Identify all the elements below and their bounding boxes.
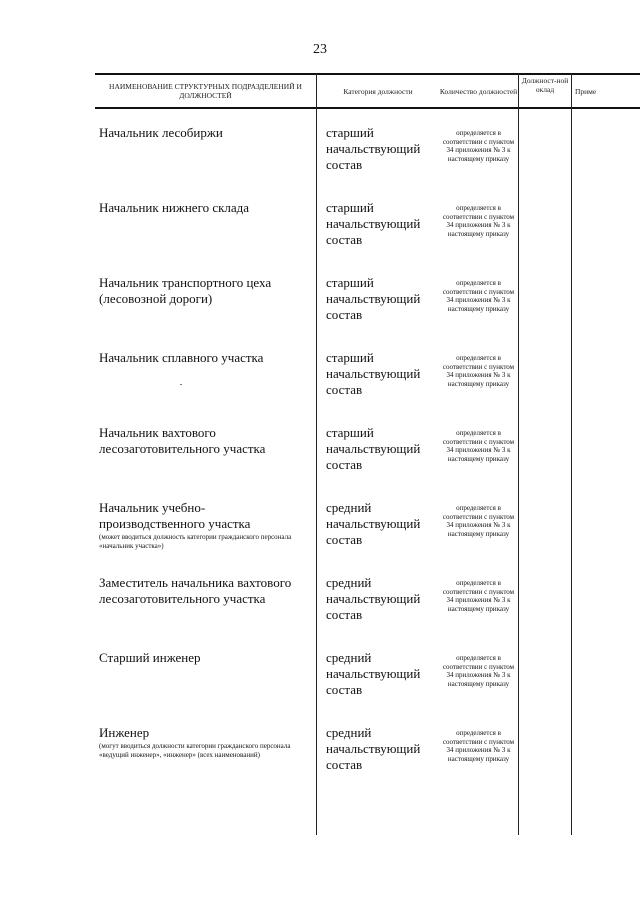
position-category: старший начальствующий состав: [326, 125, 421, 172]
table-row: [95, 350, 640, 425]
position-note: (могут вводиться должности категории гражданского персонала «ведущий инженер», «инженер» (всех наименований): [99, 742, 291, 759]
position-name: Начальник транспортного цеха (лесовозной дороги): [99, 275, 272, 306]
position-name: Начальник сплавного участка: [99, 350, 264, 365]
position-category: средний начальствующий состав: [326, 500, 421, 547]
position-quantity: определяется в соответствии с пунктом 34 приложения № 3 к настоящему приказу: [442, 654, 515, 688]
header-salary: Должност-ной оклад: [521, 76, 569, 94]
position-quantity: определяется в соответствии с пунктом 34 приложения № 3 к настоящему приказу: [442, 354, 515, 388]
position-quantity: определяется в соответствии с пунктом 34 приложения № 3 к настоящему приказу: [442, 204, 515, 238]
page-number: 23: [313, 42, 327, 57]
position-quantity: определяется в соответствии с пунктом 34 приложения № 3 к настоящему приказу: [442, 579, 515, 613]
position-note: (может вводиться должность категории гражданского персонала «начальник участка»): [99, 533, 292, 550]
position-name: Начальник лесобиржи: [99, 125, 223, 140]
table-row: [95, 650, 640, 725]
table-row: [95, 425, 640, 500]
position-name: Начальник нижнего склада: [99, 200, 250, 215]
position-category: старший начальствующий состав: [326, 275, 421, 322]
position-quantity: определяется в соответствии с пунктом 34 приложения № 3 к настоящему приказу: [442, 129, 515, 163]
position-category: старший начальствующий состав: [326, 200, 421, 247]
position-name: Инженер: [99, 725, 150, 740]
scan-speck: [180, 384, 182, 385]
header-bottom-rule: [95, 107, 640, 109]
position-quantity: определяется в соответствии с пунктом 34 приложения № 3 к настоящему приказу: [442, 429, 515, 463]
position-quantity: определяется в соответствии с пунктом 34 приложения № 3 к настоящему приказу: [442, 504, 515, 538]
header-name: НАИМЕНОВАНИЕ СТРУКТУРНЫХ ПОДРАЗДЕЛЕНИЙ И ДОЛЖНОСТЕЙ: [109, 82, 302, 100]
position-name: Начальник учебно-производственного участка: [99, 500, 251, 531]
position-category: средний начальствующий состав: [326, 650, 421, 697]
position-category: средний начальствующий состав: [326, 575, 421, 622]
position-name: Начальник вахтового лесозаготовительного участка: [99, 425, 266, 456]
position-quantity: определяется в соответствии с пунктом 34 приложения № 3 к настоящему приказу: [442, 729, 515, 763]
table-row: [95, 275, 640, 350]
table-row: [95, 200, 640, 275]
header-quantity: Количество должностей: [439, 86, 518, 96]
position-name: Старший инженер: [99, 650, 201, 665]
header-category: Категория должности: [343, 86, 413, 96]
staff-table: [95, 73, 640, 835]
table-row: [95, 725, 640, 800]
table-row: [95, 125, 640, 200]
position-category: старший начальствующий состав: [326, 425, 421, 472]
position-name: Заместитель начальника вахтового лесозаготовительного участка: [99, 575, 292, 606]
position-category: старший начальствующий состав: [326, 350, 421, 397]
header-notes: Приме: [575, 86, 597, 96]
table-row: [95, 575, 640, 650]
position-category: средний начальствующий состав: [326, 725, 421, 772]
table-row: [95, 500, 640, 575]
position-quantity: определяется в соответствии с пунктом 34 приложения № 3 к настоящему приказу: [442, 279, 515, 313]
